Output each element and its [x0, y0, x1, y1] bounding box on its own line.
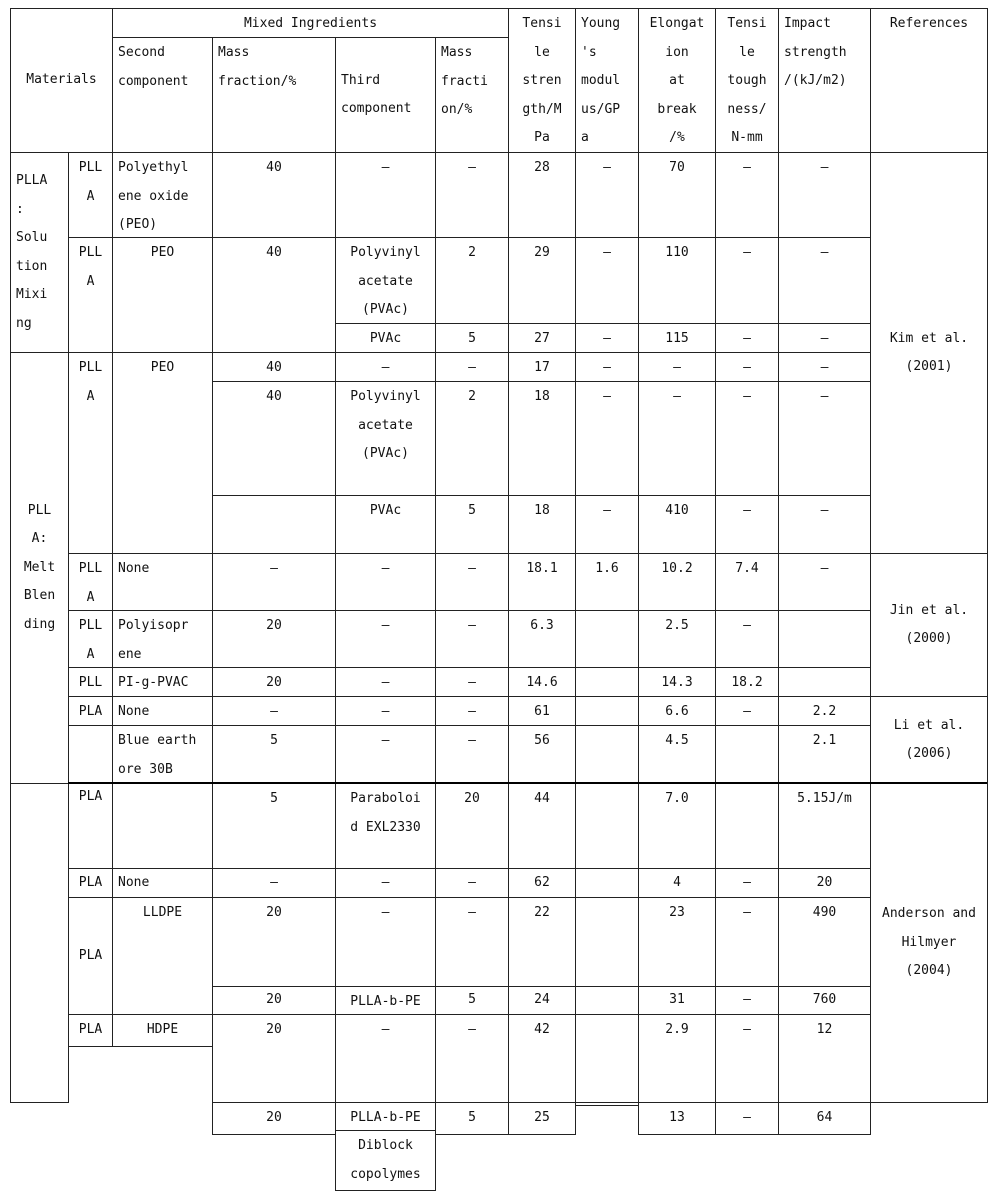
- cell-mass-fraction: 20: [212, 1014, 336, 1103]
- cell-youngs-modulus: —: [575, 237, 639, 324]
- cell-impact-strength: 760: [778, 986, 871, 1015]
- reference-li: Li et al. (2006): [870, 696, 988, 784]
- cell-second-component: LLDPE: [112, 897, 213, 1015]
- cell-mass-fraction-2: —: [435, 696, 509, 726]
- cell-second-component: PI-g-PVAC: [112, 667, 213, 697]
- cell-mass-fraction: —: [212, 553, 336, 611]
- cell-tensile-toughness: 18.2: [715, 667, 779, 697]
- header-mixed-ingredients: Mixed Ingredients: [112, 8, 509, 38]
- group-melt-continued: [10, 783, 69, 1103]
- cell-youngs-modulus: [575, 610, 639, 668]
- cell-tensile-toughness: —: [715, 152, 779, 238]
- cell-impact-strength: 5.15J/m: [778, 783, 871, 869]
- data-table: [10, 8, 987, 1182]
- cell-tensile-toughness: [715, 783, 779, 869]
- cell-tensile-strength: 29: [508, 237, 576, 324]
- cell-third-component: —: [335, 352, 436, 382]
- cell-tensile-strength: 14.6: [508, 667, 576, 697]
- cell-mass-fraction: 5: [212, 783, 336, 869]
- header-references: References: [870, 8, 988, 153]
- cell-tensile-strength: 18.1: [508, 553, 576, 611]
- header-mass-fraction-2: Mass fracti on/%: [435, 37, 509, 153]
- cell-tensile-strength: 18: [508, 381, 576, 496]
- header-youngs-modulus: Young 's modul us/GP a: [575, 8, 639, 153]
- cell-youngs-modulus: [575, 868, 639, 898]
- cell-tensile-toughness: —: [715, 610, 779, 668]
- cell-second-component: None: [112, 868, 213, 898]
- cell-mass-fraction-2: —: [435, 152, 509, 238]
- cell-mass-fraction-2: 5: [435, 495, 509, 554]
- section-divider: [68, 782, 987, 784]
- cell-third-component: PVAc: [335, 323, 436, 353]
- header-mass-fraction: Mass fraction/%: [212, 37, 336, 153]
- cell-mass-fraction-2: 5: [435, 1102, 509, 1135]
- cell-mass-fraction-2: —: [435, 610, 509, 668]
- cell-youngs-modulus: [575, 897, 639, 987]
- cell-elongation: 4: [638, 868, 716, 898]
- cell-tensile-strength: 61: [508, 696, 576, 726]
- cell-mass-fraction: 5: [212, 725, 336, 784]
- cell-elongation: 115: [638, 323, 716, 353]
- cell-material: PLL A: [68, 610, 113, 668]
- cell-youngs-modulus: —: [575, 323, 639, 353]
- cell-tensile-strength: 27: [508, 323, 576, 353]
- cell-mass-fraction-2: 5: [435, 986, 509, 1015]
- cell-mass-fraction-2: 2: [435, 381, 509, 496]
- cell-elongation: 110: [638, 237, 716, 324]
- reference-jin: Jin et al. (2000): [870, 553, 988, 697]
- cell-third-component: —: [335, 696, 436, 726]
- header-tensile-strength: Tensi le stren gth/M Pa: [508, 8, 576, 153]
- cell-impact-strength: 64: [778, 1102, 871, 1135]
- cell-elongation: 31: [638, 986, 716, 1015]
- cell-mass-fraction: —: [212, 696, 336, 726]
- cell-elongation: —: [638, 381, 716, 496]
- cell-mass-fraction: 20: [212, 610, 336, 668]
- cell-tensile-toughness: —: [715, 381, 779, 496]
- cell-elongation: 6.6: [638, 696, 716, 726]
- cell-tensile-toughness: 7.4: [715, 553, 779, 611]
- cell-mass-fraction: 40: [212, 152, 336, 238]
- header-impact-strength: Impact strength /(kJ/m2): [778, 8, 871, 153]
- cell-material: PLL A: [68, 237, 113, 353]
- cell-second-component: Polyisopr ene: [112, 610, 213, 668]
- cell-third-component: Polyvinyl acetate (PVAc): [335, 381, 436, 496]
- cell-mass-fraction-2: —: [435, 667, 509, 697]
- cell-third-component: —: [335, 725, 436, 784]
- cell-third-component: Paraboloi d EXL2330: [335, 783, 436, 869]
- cell-tensile-toughness: —: [715, 352, 779, 382]
- cell-tensile-strength: 56: [508, 725, 576, 784]
- cell-mass-fraction: 40: [212, 237, 336, 353]
- cell-mass-fraction: 20: [212, 1102, 336, 1135]
- group-solution-mixing: PLLA : Solu tion Mixi ng: [10, 152, 69, 353]
- cell-tensile-toughness: —: [715, 237, 779, 324]
- cell-mass-fraction-2: —: [435, 725, 509, 784]
- header-third-component: Third component: [335, 37, 436, 153]
- cell-tensile-strength: 24: [508, 986, 576, 1015]
- group-melt-blending: PLL A: Melt Blen ding: [10, 352, 69, 784]
- reference-kim: Kim et al. (2001): [870, 152, 988, 554]
- cell-elongation: 410: [638, 495, 716, 554]
- cell-second-component: Polyethyl ene oxide (PEO): [112, 152, 213, 238]
- cell-second-component: PEO: [112, 352, 213, 554]
- cell-material: PLL A: [68, 553, 113, 611]
- cell-elongation: —: [638, 352, 716, 382]
- cell-impact-strength: [778, 667, 871, 697]
- cell-material: PLL A: [68, 152, 113, 238]
- cell-third-component: —: [335, 897, 436, 987]
- cell-material: PLA: [68, 897, 113, 1015]
- cell-youngs-modulus: [575, 1014, 639, 1103]
- cell-third-component: —: [335, 868, 436, 898]
- header-tensile-toughness: Tensi le tough ness/ N-mm: [715, 8, 779, 153]
- cell-tensile-toughness: —: [715, 495, 779, 554]
- cell-elongation: 10.2: [638, 553, 716, 611]
- cell-mass-fraction: 20: [212, 667, 336, 697]
- cell-third-component: PVAc: [335, 495, 436, 554]
- cell-youngs-modulus: —: [575, 152, 639, 238]
- cell-impact-strength: —: [778, 237, 871, 324]
- cell-mass-fraction: 40: [212, 381, 336, 496]
- cell-impact-strength: [778, 610, 871, 668]
- cell-elongation: 23: [638, 897, 716, 987]
- cell-third-component: PLLA-b-PE: [335, 1102, 436, 1131]
- cell-tensile-toughness: —: [715, 1102, 779, 1135]
- header-second-component: Second component: [112, 37, 213, 153]
- cell-elongation: 2.9: [638, 1014, 716, 1103]
- cell-third-component: —: [335, 610, 436, 668]
- cell-tensile-strength: 6.3: [508, 610, 576, 668]
- cell-youngs-modulus: [575, 667, 639, 697]
- cell-tensile-strength: 17: [508, 352, 576, 382]
- cell-tensile-toughness: —: [715, 696, 779, 726]
- cell-mass-fraction: 40: [212, 352, 336, 382]
- cell-impact-strength: —: [778, 495, 871, 554]
- cell-youngs-modulus: —: [575, 495, 639, 554]
- cell-elongation: 70: [638, 152, 716, 238]
- cell-tensile-toughness: —: [715, 897, 779, 987]
- cell-impact-strength: 490: [778, 897, 871, 987]
- cell-tensile-strength: 25: [508, 1102, 576, 1135]
- cell-third-component: —: [335, 152, 436, 238]
- cell-impact-strength: —: [778, 381, 871, 496]
- cell-mass-fraction-2: —: [435, 553, 509, 611]
- cell-material: PLL A: [68, 352, 113, 554]
- cell-second-component: HDPE: [112, 1014, 213, 1047]
- cell-youngs-modulus: [575, 725, 639, 784]
- cell-second-component: Blue earth ore 30B: [112, 725, 213, 869]
- cell-elongation: 2.5: [638, 610, 716, 668]
- cell-impact-strength: —: [778, 323, 871, 353]
- cell-second-component: None: [112, 553, 213, 611]
- cell-tensile-toughness: —: [715, 868, 779, 898]
- cell-second-component: None: [112, 696, 213, 726]
- cell-third-component: Diblock copolymes: [335, 1130, 436, 1191]
- cell-youngs-modulus: —: [575, 381, 639, 496]
- cell-second-component: PEO: [112, 237, 213, 353]
- cell-mass-fraction: 20: [212, 897, 336, 987]
- cell-third-component: PLLA-b-PE: [335, 986, 436, 1015]
- cell-mass-fraction-2: —: [435, 897, 509, 987]
- cell-third-component: —: [335, 667, 436, 697]
- cell-mass-fraction-2: —: [435, 868, 509, 898]
- cell-tensile-strength: 22: [508, 897, 576, 987]
- cell-tensile-toughness: —: [715, 323, 779, 353]
- reference-anderson: Anderson and Hilmyer (2004): [870, 783, 988, 1103]
- cell-mass-fraction-2: —: [435, 1014, 509, 1103]
- cell-mass-fraction-2: 20: [435, 783, 509, 869]
- cell-material: PLL: [68, 667, 113, 697]
- cell-elongation: 4.5: [638, 725, 716, 784]
- cell-material: PLA: [68, 868, 113, 898]
- header-elongation: Elongat ion at break /%: [638, 8, 716, 153]
- cell-tensile-strength: 42: [508, 1014, 576, 1103]
- cell-elongation: 7.0: [638, 783, 716, 869]
- cell-impact-strength: 2.2: [778, 696, 871, 726]
- cell-third-component: Polyvinyl acetate (PVAc): [335, 237, 436, 324]
- cell-impact-strength: 12: [778, 1014, 871, 1103]
- cell-mass-fraction-2: —: [435, 352, 509, 382]
- cell-mass-fraction-2: 5: [435, 323, 509, 353]
- cell-material: PLA: [68, 696, 113, 726]
- cell-impact-strength: —: [778, 352, 871, 382]
- cell-youngs-modulus: 1.6: [575, 553, 639, 611]
- cell-tensile-toughness: —: [715, 1014, 779, 1103]
- cell-impact-strength: 20: [778, 868, 871, 898]
- cell-mass-fraction-2: 2: [435, 237, 509, 324]
- cell-tensile-toughness: [715, 725, 779, 784]
- cell-tensile-strength: 44: [508, 783, 576, 869]
- cell-impact-strength: —: [778, 152, 871, 238]
- header-materials: Materials: [10, 8, 113, 153]
- cell-tensile-strength: 18: [508, 495, 576, 554]
- cell-mass-fraction: —: [212, 868, 336, 898]
- cell-elongation: 13: [638, 1102, 716, 1135]
- cell-impact-strength: —: [778, 553, 871, 611]
- cell-impact-strength: 2.1: [778, 725, 871, 784]
- cell-youngs-modulus: [575, 1102, 639, 1106]
- cell-youngs-modulus: [575, 783, 639, 869]
- cell-mass-fraction: 20: [212, 986, 336, 1015]
- cell-tensile-strength: 62: [508, 868, 576, 898]
- cell-youngs-modulus: [575, 986, 639, 1015]
- cell-tensile-strength: 28: [508, 152, 576, 238]
- cell-third-component: —: [335, 553, 436, 611]
- cell-third-component: —: [335, 1014, 436, 1103]
- cell-tensile-toughness: —: [715, 986, 779, 1015]
- cell-youngs-modulus: [575, 696, 639, 726]
- cell-youngs-modulus: —: [575, 352, 639, 382]
- cell-material: PLA: [68, 725, 113, 869]
- cell-elongation: 14.3: [638, 667, 716, 697]
- cell-material: PLA: [68, 1014, 113, 1047]
